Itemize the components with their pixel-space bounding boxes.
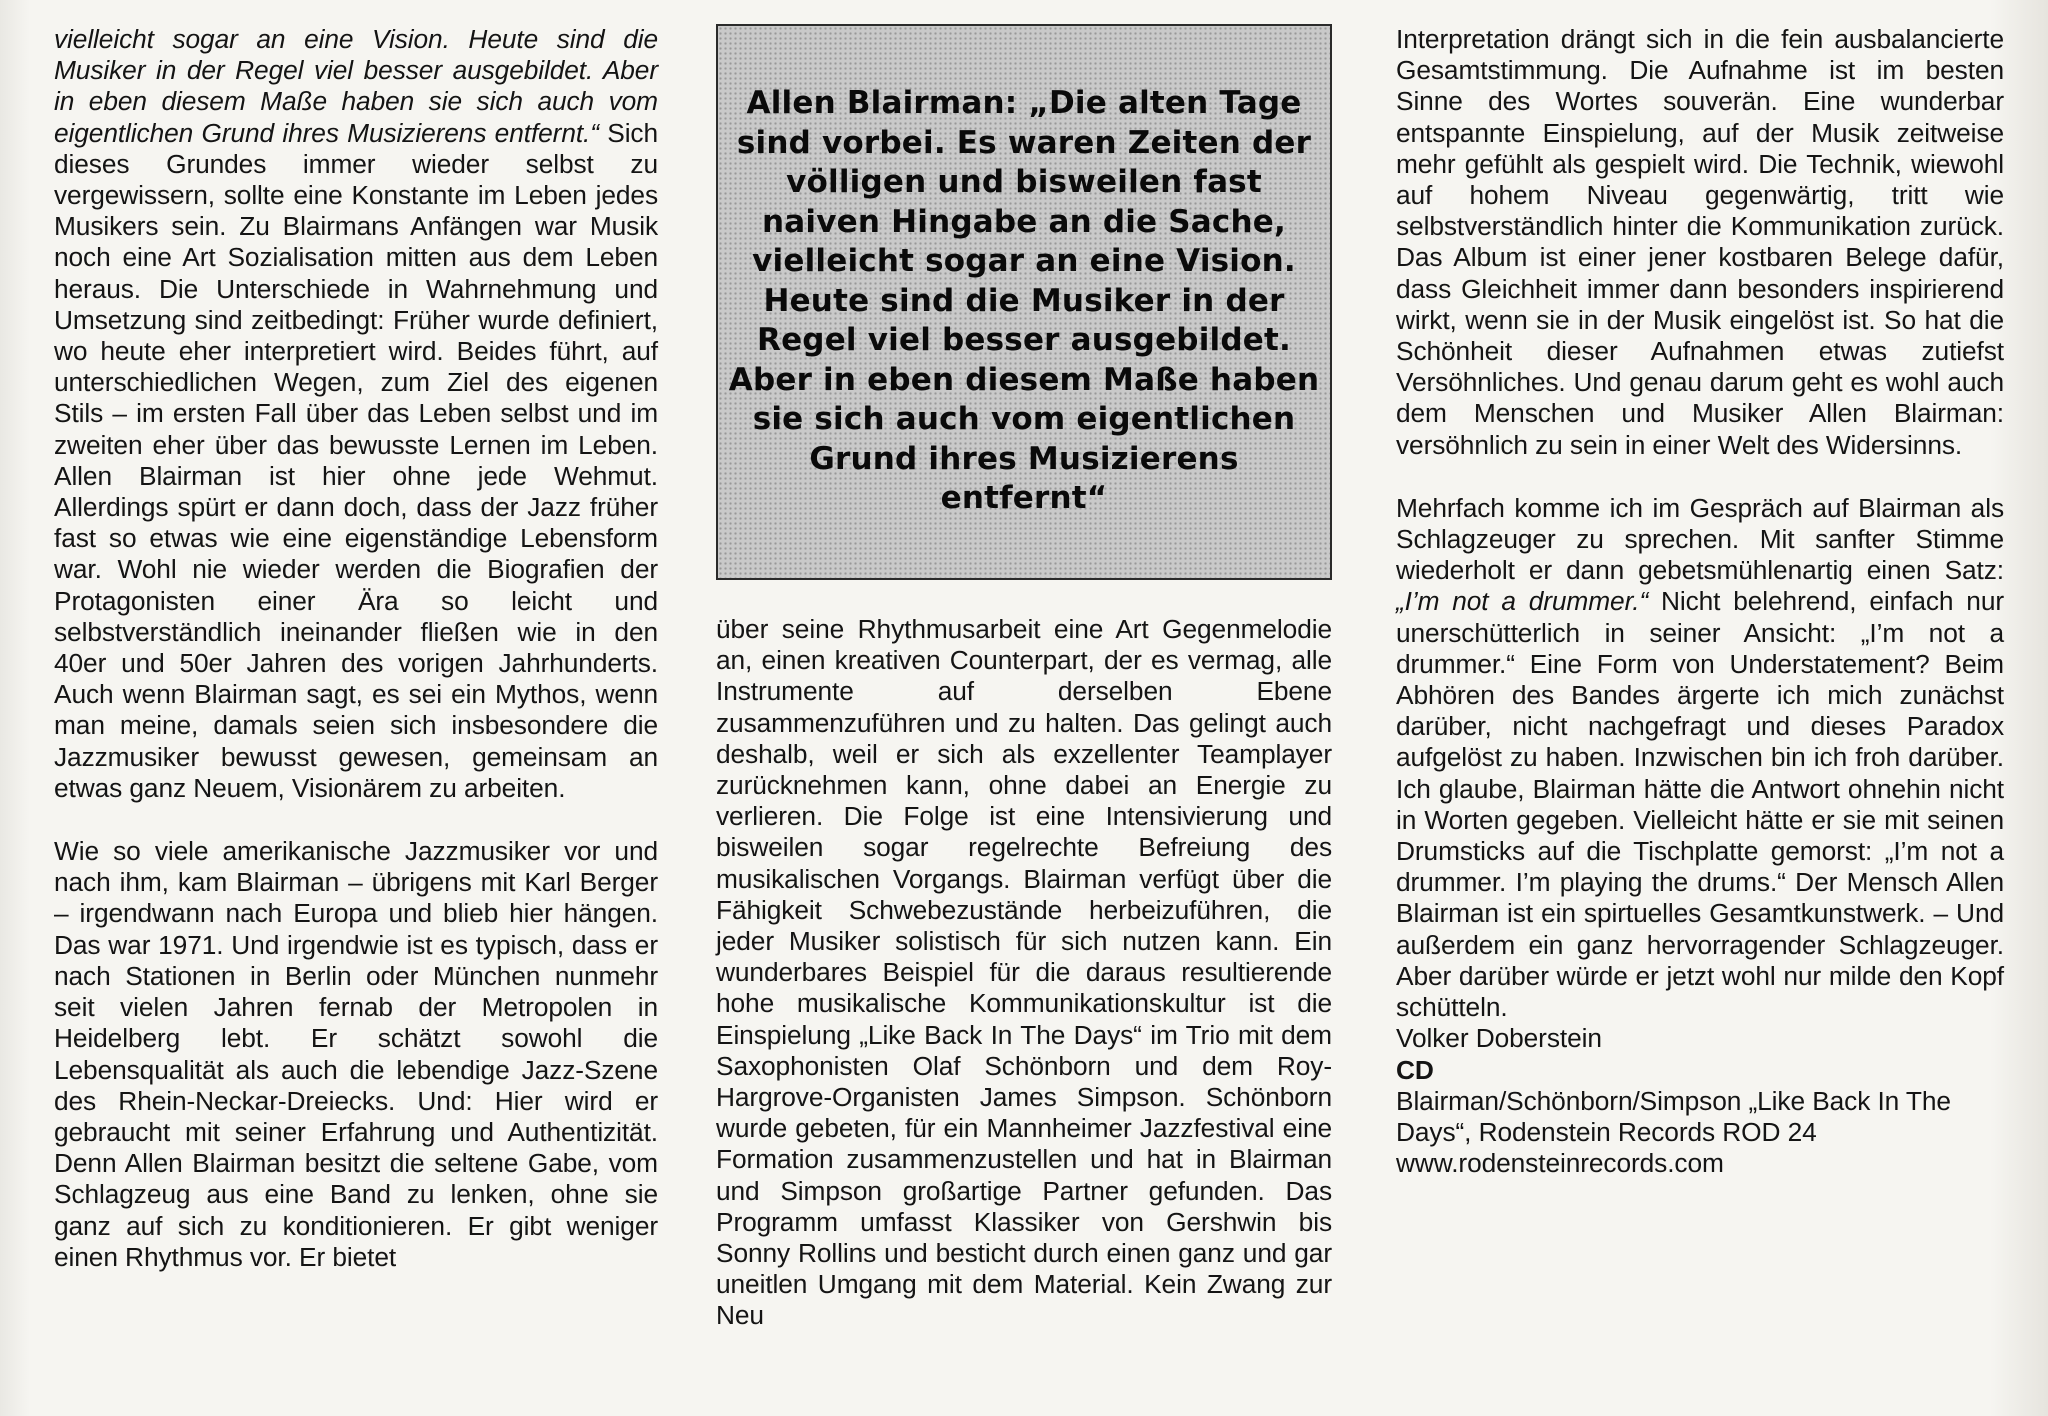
paragraph — [54, 24, 658, 804]
cd-info: Blairman/Schönborn/Simpson „Like Back In The Days“, Rodenstein Records ROD 24 — [1396, 1085, 1951, 1147]
paragraph-text: Mehrfach komme ich im Gespräch auf Blairman als Schlagzeuger zu sprechen. Mit sanfter Stimme wiederholt er dann gebetsmühlenartig einen Satz: — [1396, 492, 2004, 586]
paragraph: Interpretation drängt sich in die fein ausbalancierte Gesamtstimmung. Die Aufnahme ist im besten Sinne des Wortes souverän. Eine wunderbar entspannte Einspielung, auf der Musik zeitweise mehr gefühlt als gespielt wird. Die Technik, wiewohl auf hohem Niveau gegenwärtig, tritt wie selbstverständlich hinter die Kommunikation zurück. Das Album ist einer jener kostbaren Belege dafür, dass Gleichheit immer dann besonders inspirierend wirkt, wenn sie in der Musik eingelöst ist. So hat die Schönheit dieser Aufnahmen etwas zutiefst Versöhnliches. Und genau darum geht es wohl auch dem Menschen und Musiker Allen Blairman: versöhnlich zu sein in einer Welt des Widersinns. — [1396, 24, 2004, 460]
paragraph: Wie so viele amerikanische Jazzmusiker vor und nach ihm, kam Blairman – übrigens mit Karl Berger – irgendwann nach Europa und blieb hier hängen. Das war 1971. Und irgendwie ist es typisch, dass er nach Stationen in Berlin oder München nunmehr seit vielen Jahren fernab der Metropolen in Heidelberg lebt. Er schätzt sowohl die Lebensqualität als auch die lebendige Jazz-Szene des Rhein-Neckar-Dreiecks. Und: Hier wird er gebraucht mit seiner Erfahrung und Authentizität. Denn Allen Blairman besitzt die seltene Gabe, vom Schlagzeug aus eine Band zu lenken, ohne sie ganz auf sich zu konditionieren. Er gibt weniger einen Rhythmus vor. Er bietet — [54, 836, 658, 1272]
paragraph-text: Sich dieses Grundes immer wieder selbst zu vergewissern, sollte eine Konstante im Leben jedes Musikers sein. Zu Blairmans Anfängen war Musik noch eine Art Sozialisation mitten aus dem Leben heraus. Die Unterschiede in Wahrnehmung und Umsetzung sind zeitbedingt: Früher wurde definiert, wo heute eher interpretiert wird. Beides führt, auf unterschiedlichen Wegen, zum Ziel des eigenen Stils – im ersten Fall über das Leben selbst und im zweiten eher über das bewusste Lernen im Leben. Allen Blairman ist hier ohne jede Wehmut. Allerdings spürt er dann doch, dass der Jazz früher fast so etwas wie eine eigenständige Lebensform war. Wohl nie wieder werden die Biografien der Protagonisten einer Ära so leicht und selbstverständlich ineinander fließen wie in den 40er und 50er Jahren des vorigen Jahrhunderts. Auch wenn Blairman sagt, es sei ein Mythos, wenn man meine, damals seien sich insbesondere die Jazzmusiker bewusst gewesen, gemeinsam an etwas ganz Neuem, Visionärem zu arbeiten. — [54, 117, 659, 803]
cd-heading: CD — [1396, 1054, 1434, 1085]
article-column-middle — [716, 614, 1332, 1332]
pull-quote-box — [716, 24, 1332, 580]
quote-italic: „I’m not a drummer.“ — [1396, 586, 1649, 617]
article-column-left — [54, 24, 658, 1273]
paragraph — [1396, 493, 2004, 1023]
paragraph: über seine Rhythmusarbeit eine Art Gegenmelodie an, einen kreativen Counterpart, der es vermag, alle Instrumente auf derselben Ebene zusammenzuführen und zu halten. Das gelingt auch deshalb, weil er sich als exzellenter Teamplayer zurücknehmen kann, ohne dabei an Energie zu verlieren. Die Folge ist eine Intensivierung und bisweilen sogar regelrechte Befreiung des musikalischen Vorgangs. Blairman verfügt über die Fähigkeit Schwebezustände herbeizuführen, die jeder Musiker solistisch für sich nutzen kann. Ein wunderbares Beispiel für die daraus resultierende hohe musikalische Kommunikationskultur ist die Einspielung „Like Back In The Days“ im Trio mit dem Saxophonisten Olaf Schönborn und dem Roy-Hargrove-Organisten James Simpson. Schönborn wurde gebeten, für ein Mannheimer Jazzfestival eine Formation zusammenzustellen und hat in Blairman und Simpson großartige Partner gefunden. Das Programm umfasst Klassiker von Gershwin bis Sonny Rollins und besticht durch einen ganz und gar uneitlen Umgang mit dem Material. Kein Zwang zur Neu — [716, 614, 1332, 1331]
paragraph-text: Nicht belehrend, einfach nur unerschütterlich in seiner Ansicht: „I’m not a drummer.“ Eine Form von Understatement? Beim Abhören des Bandes ärgerte ich mich zunächst darüber, nicht nachgefragt und dieses Paradox aufgelöst zu haben. Inzwischen bin ich froh darüber. Ich glaube, Blairman hätte die Antwort ohnehin nicht in Worten gegeben. Vielleicht hätte er sie mit seinen Drumsticks auf die Tischplatte gemorst: „I’m not a drummer. I’m playing the drums.“ Der Mensch Allen Blairman ist ein spirtuelles Gesamtkunstwerk. – Und außerdem ein ganz hervorragender Schlagzeuger. Aber darüber würde er jetzt wohl nur milde den Kopf schütteln. — [1396, 586, 2005, 1023]
pull-quote-text: Allen Blairman: „Die alten Tage sind vorbei. Es waren Zeiten der völligen und bisweilen fast naiven Hingabe an die Sache, vielleicht sogar an eine Vision. Heute sind die Musiker in der Regel viel besser ausgebildet. Aber in eben diesem Maße haben sie sich auch vom eigentlichen Grund ihres Musizierens entfernt“ — [728, 85, 1320, 516]
article-column-right — [1396, 24, 2004, 1179]
website-link: www.rodensteinrecords.com — [1396, 1148, 1724, 1179]
author-signature: Volker Doberstein — [1396, 1023, 1602, 1054]
quote-continuation: vielleicht sogar an eine Vision. Heute sind die Musiker in der Regel viel besser ausgebildet. Aber in eben diesem Maße haben sie sich auch vom eigentlichen Grund ihres Musizierens entfernt.“ — [54, 24, 658, 148]
